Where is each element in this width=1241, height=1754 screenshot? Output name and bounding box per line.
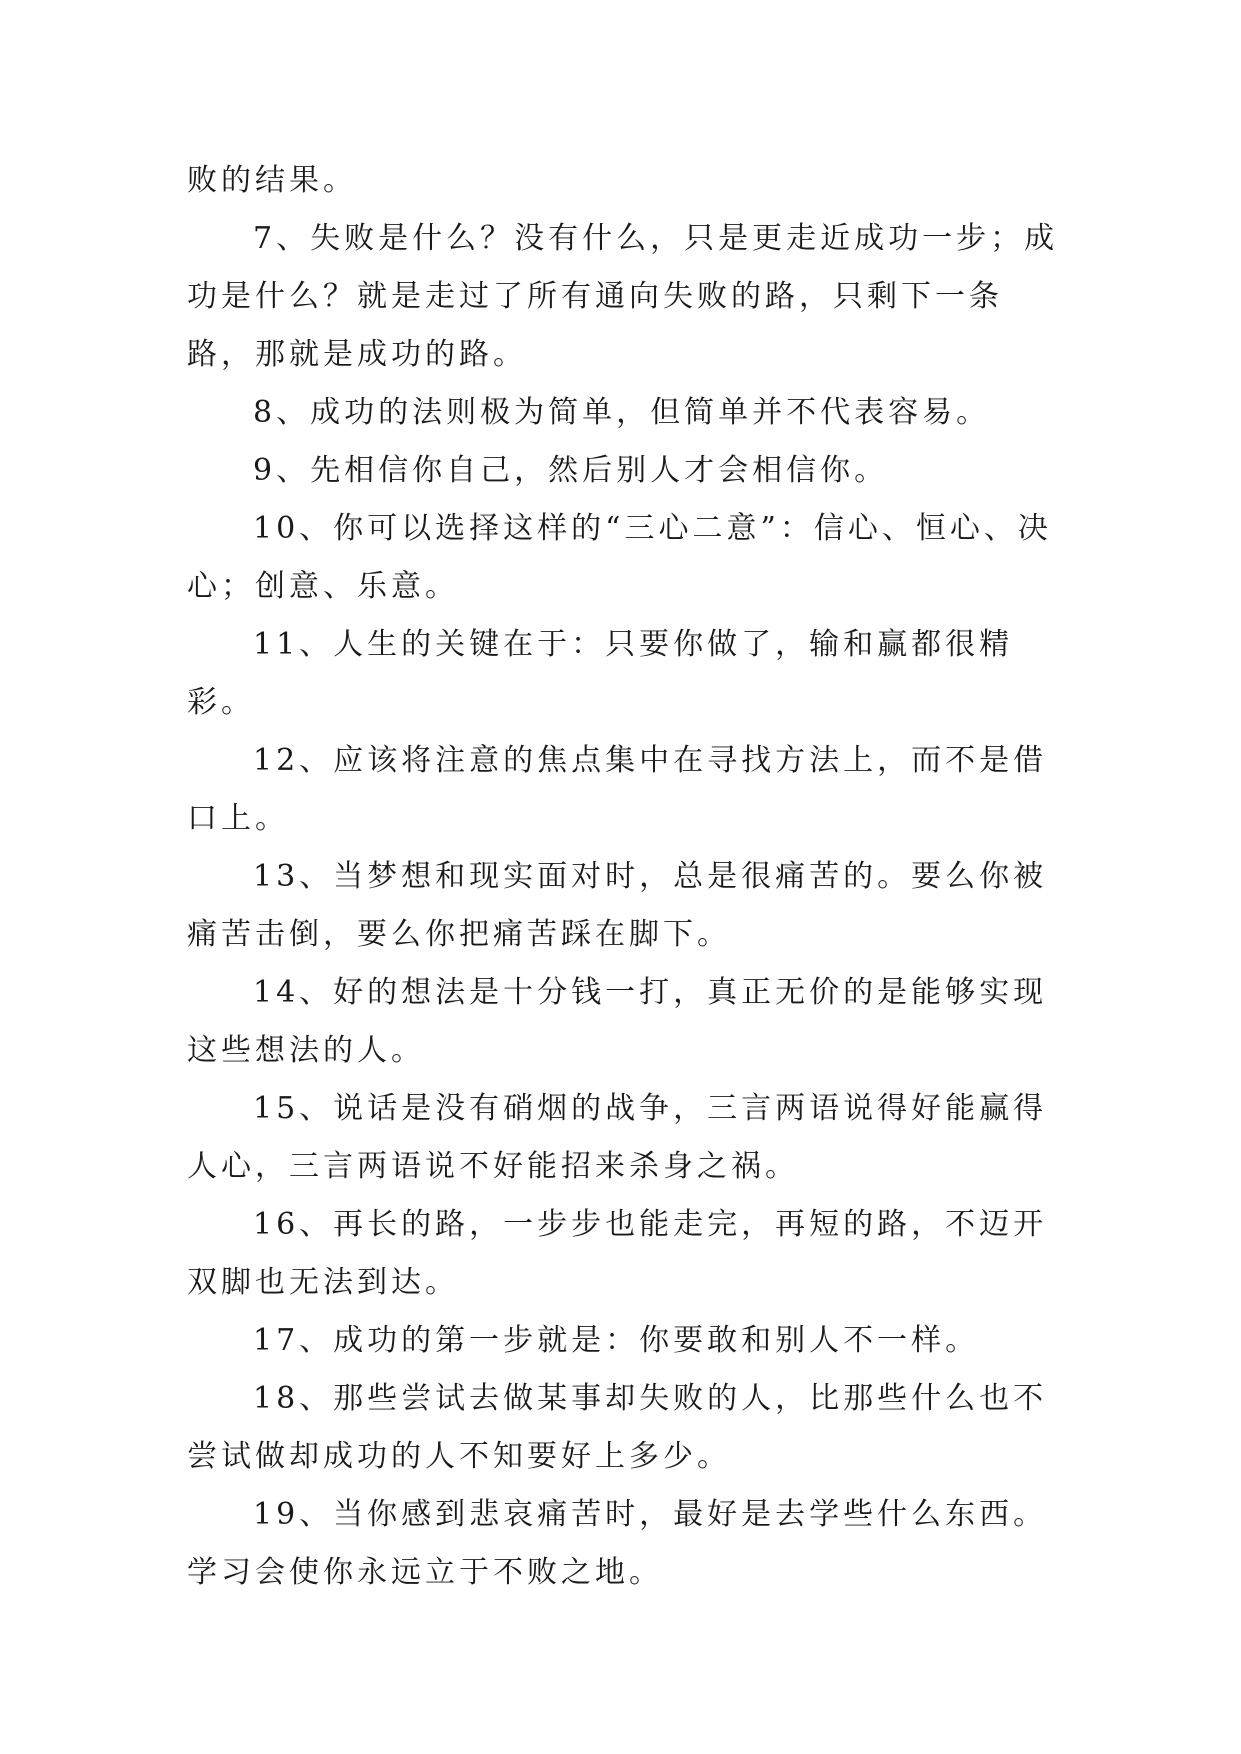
- paragraph-item-18: 18、那些尝试去做某事却失败的人，比那些什么也不尝试做却成功的人不知要好上多少。: [187, 1381, 1048, 1474]
- paragraph-item-13: 13、当梦想和现实面对时，总是很痛苦的。要么你被痛苦击倒，要么你把痛苦踩在脚下。: [187, 859, 1048, 952]
- paragraph-item-8: 8、成功的法则极为简单，但简单并不代表容易。: [253, 395, 991, 430]
- paragraph-item-17: 17、成功的第一步就是：你要敢和别人不一样。: [253, 1323, 980, 1358]
- paragraph-item-19: 19、当你感到悲哀痛苦时，最好是去学些什么东西。学习会使你永远立于不败之地。: [187, 1497, 1048, 1590]
- paragraph-item-11: 11、人生的关键在于：只要你做了，输和赢都很精彩。: [187, 627, 1014, 720]
- paragraph-item-7: 7、失败是什么？没有什么，只是更走近成功一步；成功是什么？就是走过了所有通向失败的路，只剩下一条路，那就是成功的路。: [187, 221, 1059, 372]
- paragraph-continuation: 败的结果。: [187, 163, 357, 198]
- paragraph-item-10: 10、你可以选择这样的“三心二意”：信心、恒心、决心；创意、乐意。: [187, 511, 1052, 604]
- document-body: [187, 152, 1059, 1602]
- paragraph-item-12: 12、应该将注意的焦点集中在寻找方法上，而不是借口上。: [187, 743, 1048, 836]
- paragraph-item-16: 16、再长的路，一步步也能走完，再短的路，不迈开双脚也无法到达。: [187, 1207, 1048, 1300]
- paragraph-item-14: 14、好的想法是十分钱一打，真正无价的是能够实现这些想法的人。: [187, 975, 1048, 1068]
- paragraph-item-9: 9、先相信你自己，然后别人才会相信你。: [253, 453, 889, 488]
- paragraph-item-15: 15、说话是没有硝烟的战争，三言两语说得好能赢得人心，三言两语说不好能招来杀身之祸。: [187, 1091, 1048, 1184]
